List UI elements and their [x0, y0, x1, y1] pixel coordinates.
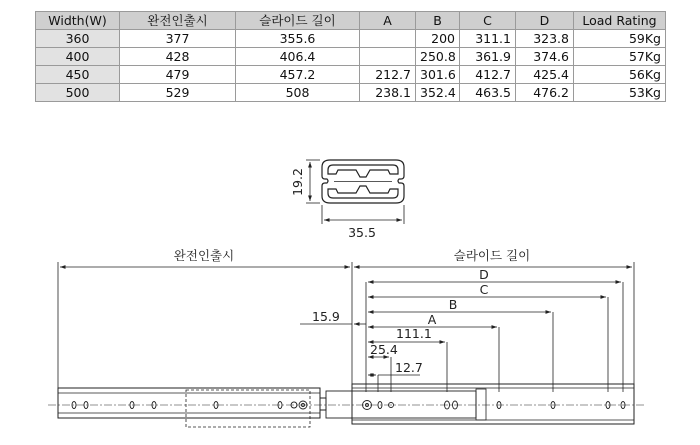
full-extension-label: 완전인출시 [173, 248, 235, 263]
cell: 377 [120, 30, 236, 48]
cell: 457.2 [236, 66, 360, 84]
cell: 529 [120, 84, 236, 102]
header-width: Width(W) [36, 12, 120, 30]
cell: 479 [120, 66, 236, 84]
cell: 476.2 [516, 84, 574, 102]
cell: 355.6 [236, 30, 360, 48]
cell: 57Kg [574, 48, 666, 66]
dim-d-label: D [479, 267, 489, 282]
header-c: C [460, 12, 516, 30]
cell: 374.6 [516, 48, 574, 66]
cell: 360 [36, 30, 120, 48]
cell: 361.9 [460, 48, 516, 66]
profile-inner-lower [328, 186, 398, 198]
cell: 212.7 [360, 66, 416, 84]
header-slide-length: 슬라이드 길이 [236, 12, 360, 30]
cell: 238.1 [360, 84, 416, 102]
header-b: B [416, 12, 460, 30]
dim-a-label: A [427, 312, 437, 327]
cell: 323.8 [516, 30, 574, 48]
cell: 463.5 [460, 84, 516, 102]
cell: 56Kg [574, 66, 666, 84]
cell: 53Kg [574, 84, 666, 102]
profile-height-label: 19.2 [290, 168, 305, 196]
cell: 406.4 [236, 48, 360, 66]
header-full-extension: 완전인출시 [120, 12, 236, 30]
header-a: A [360, 12, 416, 30]
cell: 311.1 [460, 30, 516, 48]
inner-member [58, 388, 320, 418]
cell: 508 [236, 84, 360, 102]
intermediate-member-hidden [186, 390, 310, 427]
dim-111-1-label: 111.1 [396, 326, 432, 341]
cell: 500 [36, 84, 120, 102]
slide-side-view [48, 384, 646, 427]
cell: 352.4 [416, 84, 460, 102]
dim-c-label: C [479, 282, 489, 297]
cell: 59Kg [574, 30, 666, 48]
profile-height-dim [306, 160, 320, 203]
cell: 301.6 [416, 66, 460, 84]
profile-section [322, 160, 404, 203]
dim-15-9-label: 15.9 [312, 309, 340, 324]
profile-inner-upper [328, 165, 398, 177]
cell: 250.8 [416, 48, 460, 66]
cell: 412.7 [460, 66, 516, 84]
cell: 425.4 [516, 66, 574, 84]
side-view-dimensions [58, 262, 634, 392]
dim-12-7-label: 12.7 [395, 360, 423, 375]
cell: 450 [36, 66, 120, 84]
header-d: D [516, 12, 574, 30]
slide-length-label: 슬라이드 길이 [453, 248, 531, 263]
cell: 400 [36, 48, 120, 66]
dim-25-4-label: 25.4 [370, 342, 398, 357]
profile-width-label: 35.5 [348, 225, 376, 240]
cell: 200 [416, 30, 460, 48]
dim-b-label: B [448, 297, 458, 312]
header-load-rating: Load Rating [574, 12, 666, 30]
cell: 428 [120, 48, 236, 66]
profile-width-dim [322, 205, 404, 224]
